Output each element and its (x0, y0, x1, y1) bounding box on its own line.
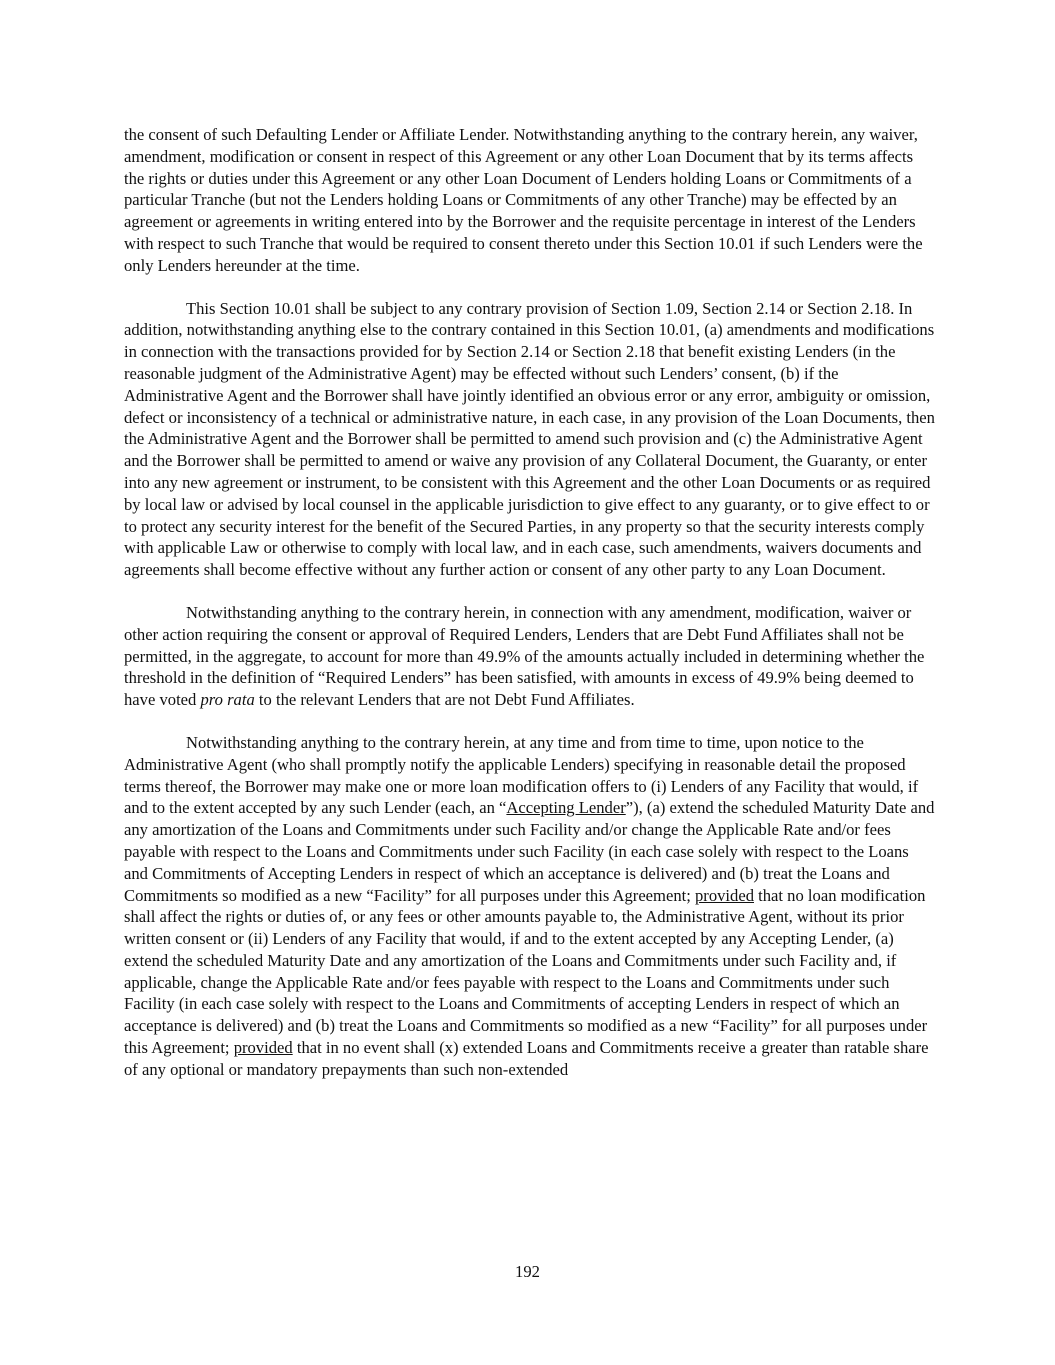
paragraph-4-part-4: that in no event shall (x) extended Loans and Commitments receive a greater than ratable share of any optional or mandatory prepayments than such non-extended (124, 1038, 929, 1079)
paragraph-4-part-1: Notwithstanding anything to the contrary herein, at any time and from time to time, upon notice to the Administrative Agent (who shall promptly notify the applicable Lenders) specifying in reasonable detail the proposed terms thereof, the Borrower may make one or more loan modification offers to (i) Lenders of any Facility that would, if and to the extent accepted by any such Lender (each, an “ (124, 732, 919, 818)
page-number: 192 (515, 1262, 540, 1281)
pro-rata-italic: pro rata (200, 690, 255, 710)
provided-term-1: provided (695, 885, 754, 905)
paragraph-4-part-2: ”), (a) extend the scheduled Maturity Date and any amortization of the Loans and Commitments under such Facility and/or change the Applicable Rate and/or fees payable with respect to the Loans and Commitments under such Facility (in each case solely with respect to the Loans and Commitments of Accepting Lenders in respect of which an acceptance is delivered) and (b) treat the Loans and Commitments so modified as a new “Facility” for all purposes under this Agreement; (124, 798, 935, 905)
paragraph-4 (124, 732, 936, 1081)
paragraph-3-text-after: to the relevant Lenders that are not Debt Fund Affiliates. (254, 690, 635, 710)
paragraph-4-part-3: that no loan modification shall affect the rights or duties of, or any fees or other amounts payable to, the Administrative Agent, without its prior written consent or (ii) Lenders of any Facility that would, if and to the extent accepted by any Accepting Lender, (a) extend the scheduled Maturity Date and any amortization of the Loans and Commitments under such Facility and, if applicable, change the Applicable Rate and/or fees payable with respect to the Loans and Commitments under such Facility (in each case solely with respect to the Loans and Commitments of accepting Lenders in respect of which an acceptance is delivered) and (b) treat the Loans and Commitments so modified as a new “Facility” for all purposes under this Agreement; (124, 885, 928, 1058)
paragraph-1: the consent of such Defaulting Lender or Affiliate Lender. Notwithstanding anything to the contrary herein, any waiver, amendment, modification or consent in respect of this Agreement or any other Loan Document that by its terms affects the rights or duties under this Agreement or any other Loan Document of Lenders holding Loans or Commitments of a particular Tranche (but not the Lenders holding Loans or Commitments of any other Tranche) may be effected by an agreement or agreements in writing entered into by the Borrower and the requisite percentage in interest of the Lenders with respect to such Tranche that would be required to consent thereto under this Section 10.01 if such Lenders were the only Lenders hereunder at the time. (124, 125, 923, 275)
paragraph-3 (124, 602, 936, 711)
paragraph-2: This Section 10.01 shall be subject to any contrary provision of Section 1.09, Section 2.14 or Section 2.18. In addition, notwithstanding anything else to the contrary contained in this Section 10.01, (a) amendments and modifications in connection with the transactions provided for by Section 2.14 or Section 2.18 that benefit existing Lenders (in the reasonable judgment of the Administrative Agent) may be effected without such Lenders’ consent, (b) if the Administrative Agent and the Borrower shall have jointly identified an obvious error or any error, ambiguity or omission, defect or inconsistency of a technical or administrative nature, in each case, in any provision of the Loan Documents, then the Administrative Agent and the Borrower shall be permitted to amend such provision and (c) the Administrative Agent and the Borrower shall be permitted to amend or waive any provision of any Collateral Document, the Guaranty, or enter into any new agreement or instrument, to be consistent with this Agreement and the other Loan Documents or as required by local law or advised by local counsel in the applicable jurisdiction to give effect to any guaranty, or to give effect to or to protect any security interest for the benefit of the Secured Parties, in any property so that the security interests comply with applicable Law or otherwise to comply with local law, and in each case, such amendments, waivers documents and agreements shall become effective without any further action or consent of any other party to any Loan Document. (124, 298, 935, 580)
document-page (124, 124, 936, 1102)
accepting-lender-defined-term: Accepting Lender (506, 798, 626, 818)
paragraph-3-text-before: Notwithstanding anything to the contrary herein, in connection with any amendment, modification, waiver or other action requiring the consent or approval of Required Lenders, Lenders that are Debt Fund Affiliates shall not be permitted, in the aggregate, to account for more than 49.9% of the amounts actually included in determining whether the threshold in the definition of “Required Lenders” has been satisfied, with amounts in excess of 49.9% being deemed to have voted (124, 602, 925, 710)
provided-term-2: provided (233, 1038, 293, 1058)
